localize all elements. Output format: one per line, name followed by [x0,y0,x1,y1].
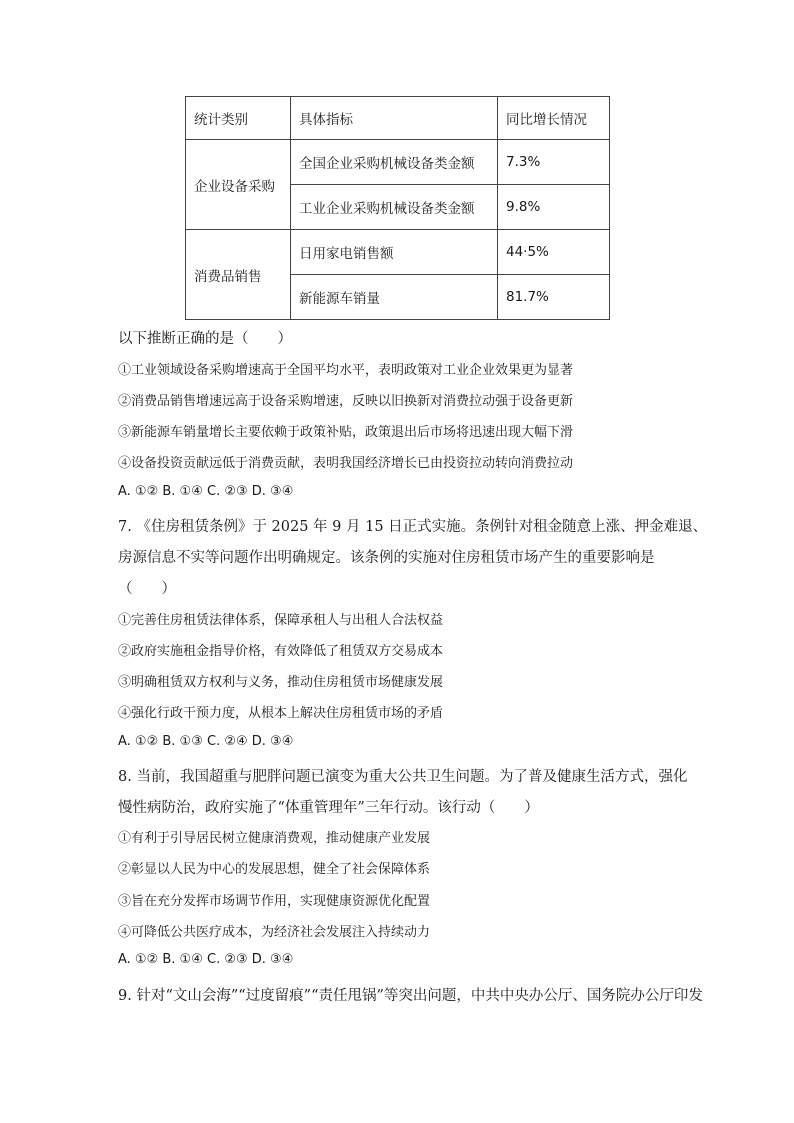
table-header-cell: 具体指标 [291,97,498,140]
option-3: ③新能源车销量增长主要依赖于政策补贴，政策退出后市场将迅速出现大幅下滑 [118,425,574,440]
growth-cell: 81.7% [498,275,610,320]
option-4: ④可降低公共医疗成本，为经济社会发展注入持续动力 [118,925,431,940]
growth-cell: 7.3% [498,140,610,185]
indicator-cell: 全国企业采购机械设备类金额 [291,140,498,185]
table-header-cell: 同比增长情况 [498,97,610,140]
option-2: ②消费品销售增速远高于设备采购增速，反映以旧换新对消费拉动强于设备更新 [118,394,574,409]
statistics-table [185,96,610,320]
question-7-stem-line: 7. 《住房租赁条例》于 2025 年 9 月 15 日正式实施。条例针对租金随意上涨、押金难退、 [118,519,708,535]
table-row [186,230,610,275]
category-cell: 企业设备采购 [186,140,291,230]
option-1: ①有利于引导居民树立健康消费观，推动健康产业发展 [118,831,431,846]
question-8-stem-line: 8. 当前，我国超重与肥胖问题已演变为重大公共卫生问题。为了普及健康生活方式，强化 [118,769,688,785]
answer-choices: A. ①② B. ①④ C. ②③ D. ③④ [118,484,294,499]
table-row [186,140,610,185]
question-7-stem-line: 房源信息不实等问题作出明确规定。该条例的实施对住房租赁市场产生的重要影响是 [118,550,655,566]
table-header-row [186,97,610,140]
indicator-cell: 工业企业采购机械设备类金额 [291,185,498,230]
growth-cell: 44·5% [498,230,610,275]
option-3: ③旨在充分发挥市场调节作用，实现健康资源优化配置 [118,894,431,909]
growth-cell: 9.8% [498,185,610,230]
option-4: ④设备投资贡献远低于消费贡献，表明我国经济增长已由投资拉动转向消费拉动 [118,456,574,471]
indicator-cell: 新能源车销量 [291,275,498,320]
option-3: ③明确租赁双方权利与义务，推动住房租赁市场健康发展 [118,675,444,690]
option-1: ①工业领域设备采购增速高于全国平均水平，表明政策对工业企业效果更为显著 [118,363,574,378]
question-9-stem-line: 9. 针对“文山会海”“过度留痕”“责任甩锅”等突出问题，中共中央办公厅、国务院办公厅印发 [118,988,703,1004]
answer-choices: A. ①② B. ①③ C. ②④ D. ③④ [118,734,294,749]
option-2: ②彰显以人民为中心的发展思想，健全了社会保障体系 [118,862,431,877]
option-4: ④强化行政干预力度，从根本上解决住房租赁市场的矛盾 [118,706,444,721]
category-cell: 消费品销售 [186,230,291,320]
question-8-stem-line: 慢性病防治，政府实施了“体重管理年”三年行动。该行动（ ） [118,800,539,816]
option-1: ①完善住房租赁法律体系，保障承租人与出租人合法权益 [118,613,444,628]
indicator-cell: 日用家电销售额 [291,230,498,275]
option-2: ②政府实施租金指导价格，有效降低了租赁双方交易成本 [118,644,444,659]
answer-choices: A. ①② B. ①④ C. ②③ D. ③④ [118,952,294,967]
question-6-stem: 以下推断正确的是（ ） [118,331,292,347]
question-7-stem-line: （ ） [118,581,176,597]
table-header-cell: 统计类别 [186,97,291,140]
